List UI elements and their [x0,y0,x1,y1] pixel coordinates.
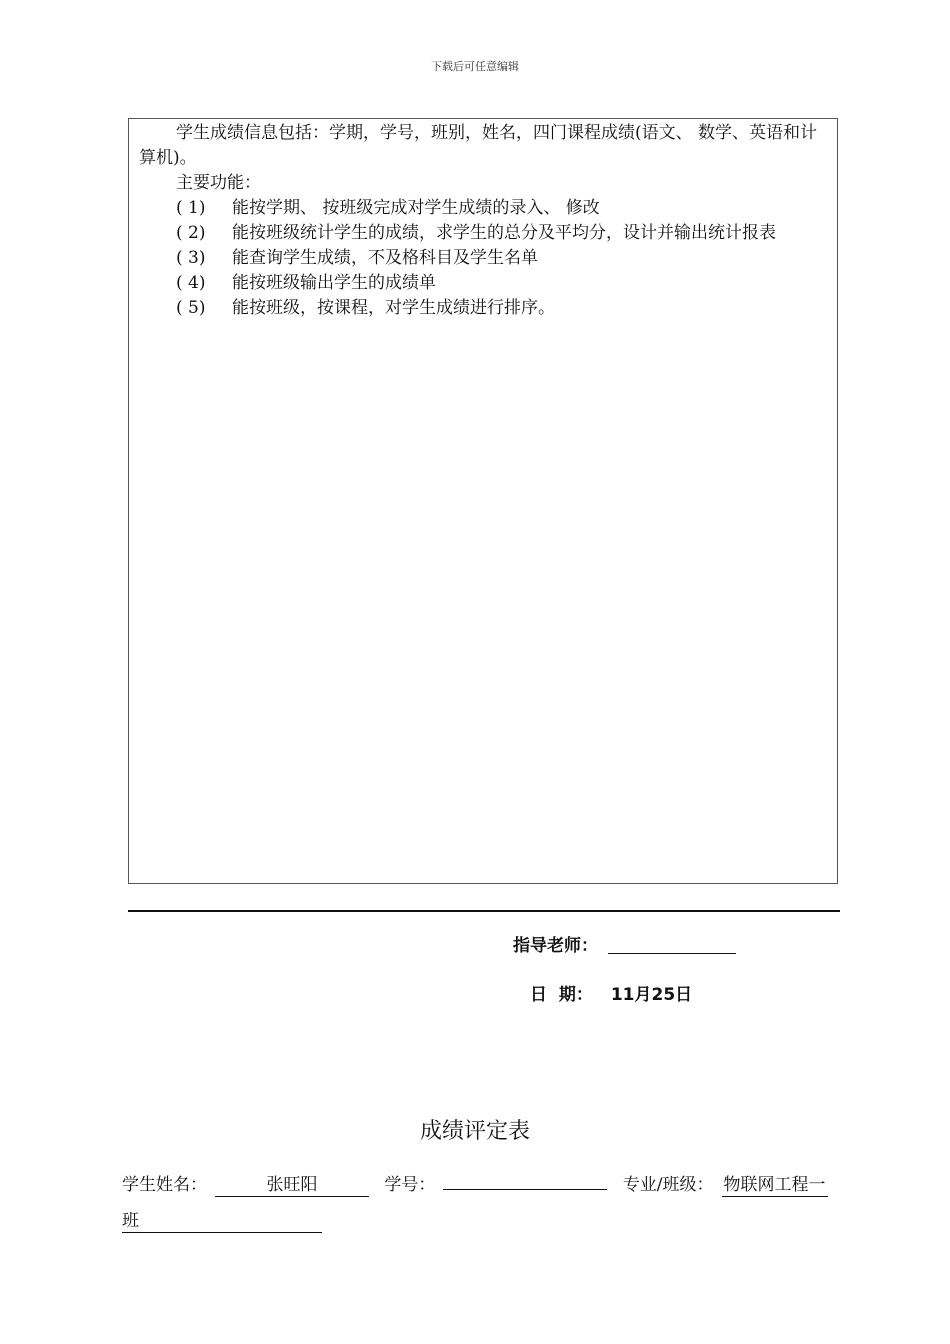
student-id-label: 学号： [384,1175,436,1195]
function-item-text: 能按学期、 按班级完成对学生成绩的录入、 修改 [232,198,600,218]
date-field [530,980,692,1005]
header-note: 下载后可任意编辑 [431,60,519,73]
intro-paragraph: 学生成绩信息包括：学期，学号，班别，姓名，四门课程成绩(语文、 数学、英语和计算机)。 [139,123,818,168]
main-functions-label: 主要功能： [176,173,261,193]
student-info-row [122,1170,828,1197]
form-title: 成绩评定表 [419,1119,530,1144]
major-class-field: 物联网工程一 [723,1175,826,1195]
student-name-field: 张旺阳 [215,1174,369,1197]
major-class-field-continued: 班 [122,1210,322,1233]
function-item [139,196,829,221]
function-item-number: ( 1) [176,198,206,218]
function-item-number: ( 4) [176,273,206,293]
function-item [139,271,829,296]
function-item-number: ( 5) [176,298,206,318]
student-name-label: 学生姓名： [122,1175,207,1195]
function-item [139,296,829,321]
function-item [139,246,829,271]
section-divider [128,910,840,912]
major-class-label: 专业/班级： [622,1175,714,1195]
function-item-text: 能按班级输出学生的成绩单 [232,273,436,293]
task-description-box [128,118,838,884]
function-item-text: 能查询学生成绩，不及格科目及学生名单 [232,248,538,268]
student-id-field [443,1189,607,1190]
function-item-number: ( 2) [176,223,206,243]
function-item-number: ( 3) [176,248,206,268]
student-info-row-continued [122,1210,322,1233]
function-item [139,221,829,246]
date-value: 11月25日 [610,985,693,1005]
date-label: 日 期： [530,985,593,1005]
function-item-text: 能按班级，按课程，对学生成绩进行排序。 [232,298,555,318]
teacher-signature [513,931,736,956]
teacher-signature-blank [608,935,736,954]
teacher-label: 指导老师： [513,936,598,956]
function-item-text: 能按班级统计学生的成绩，求学生的总分及平均分，设计并输出统计报表 [232,223,776,243]
